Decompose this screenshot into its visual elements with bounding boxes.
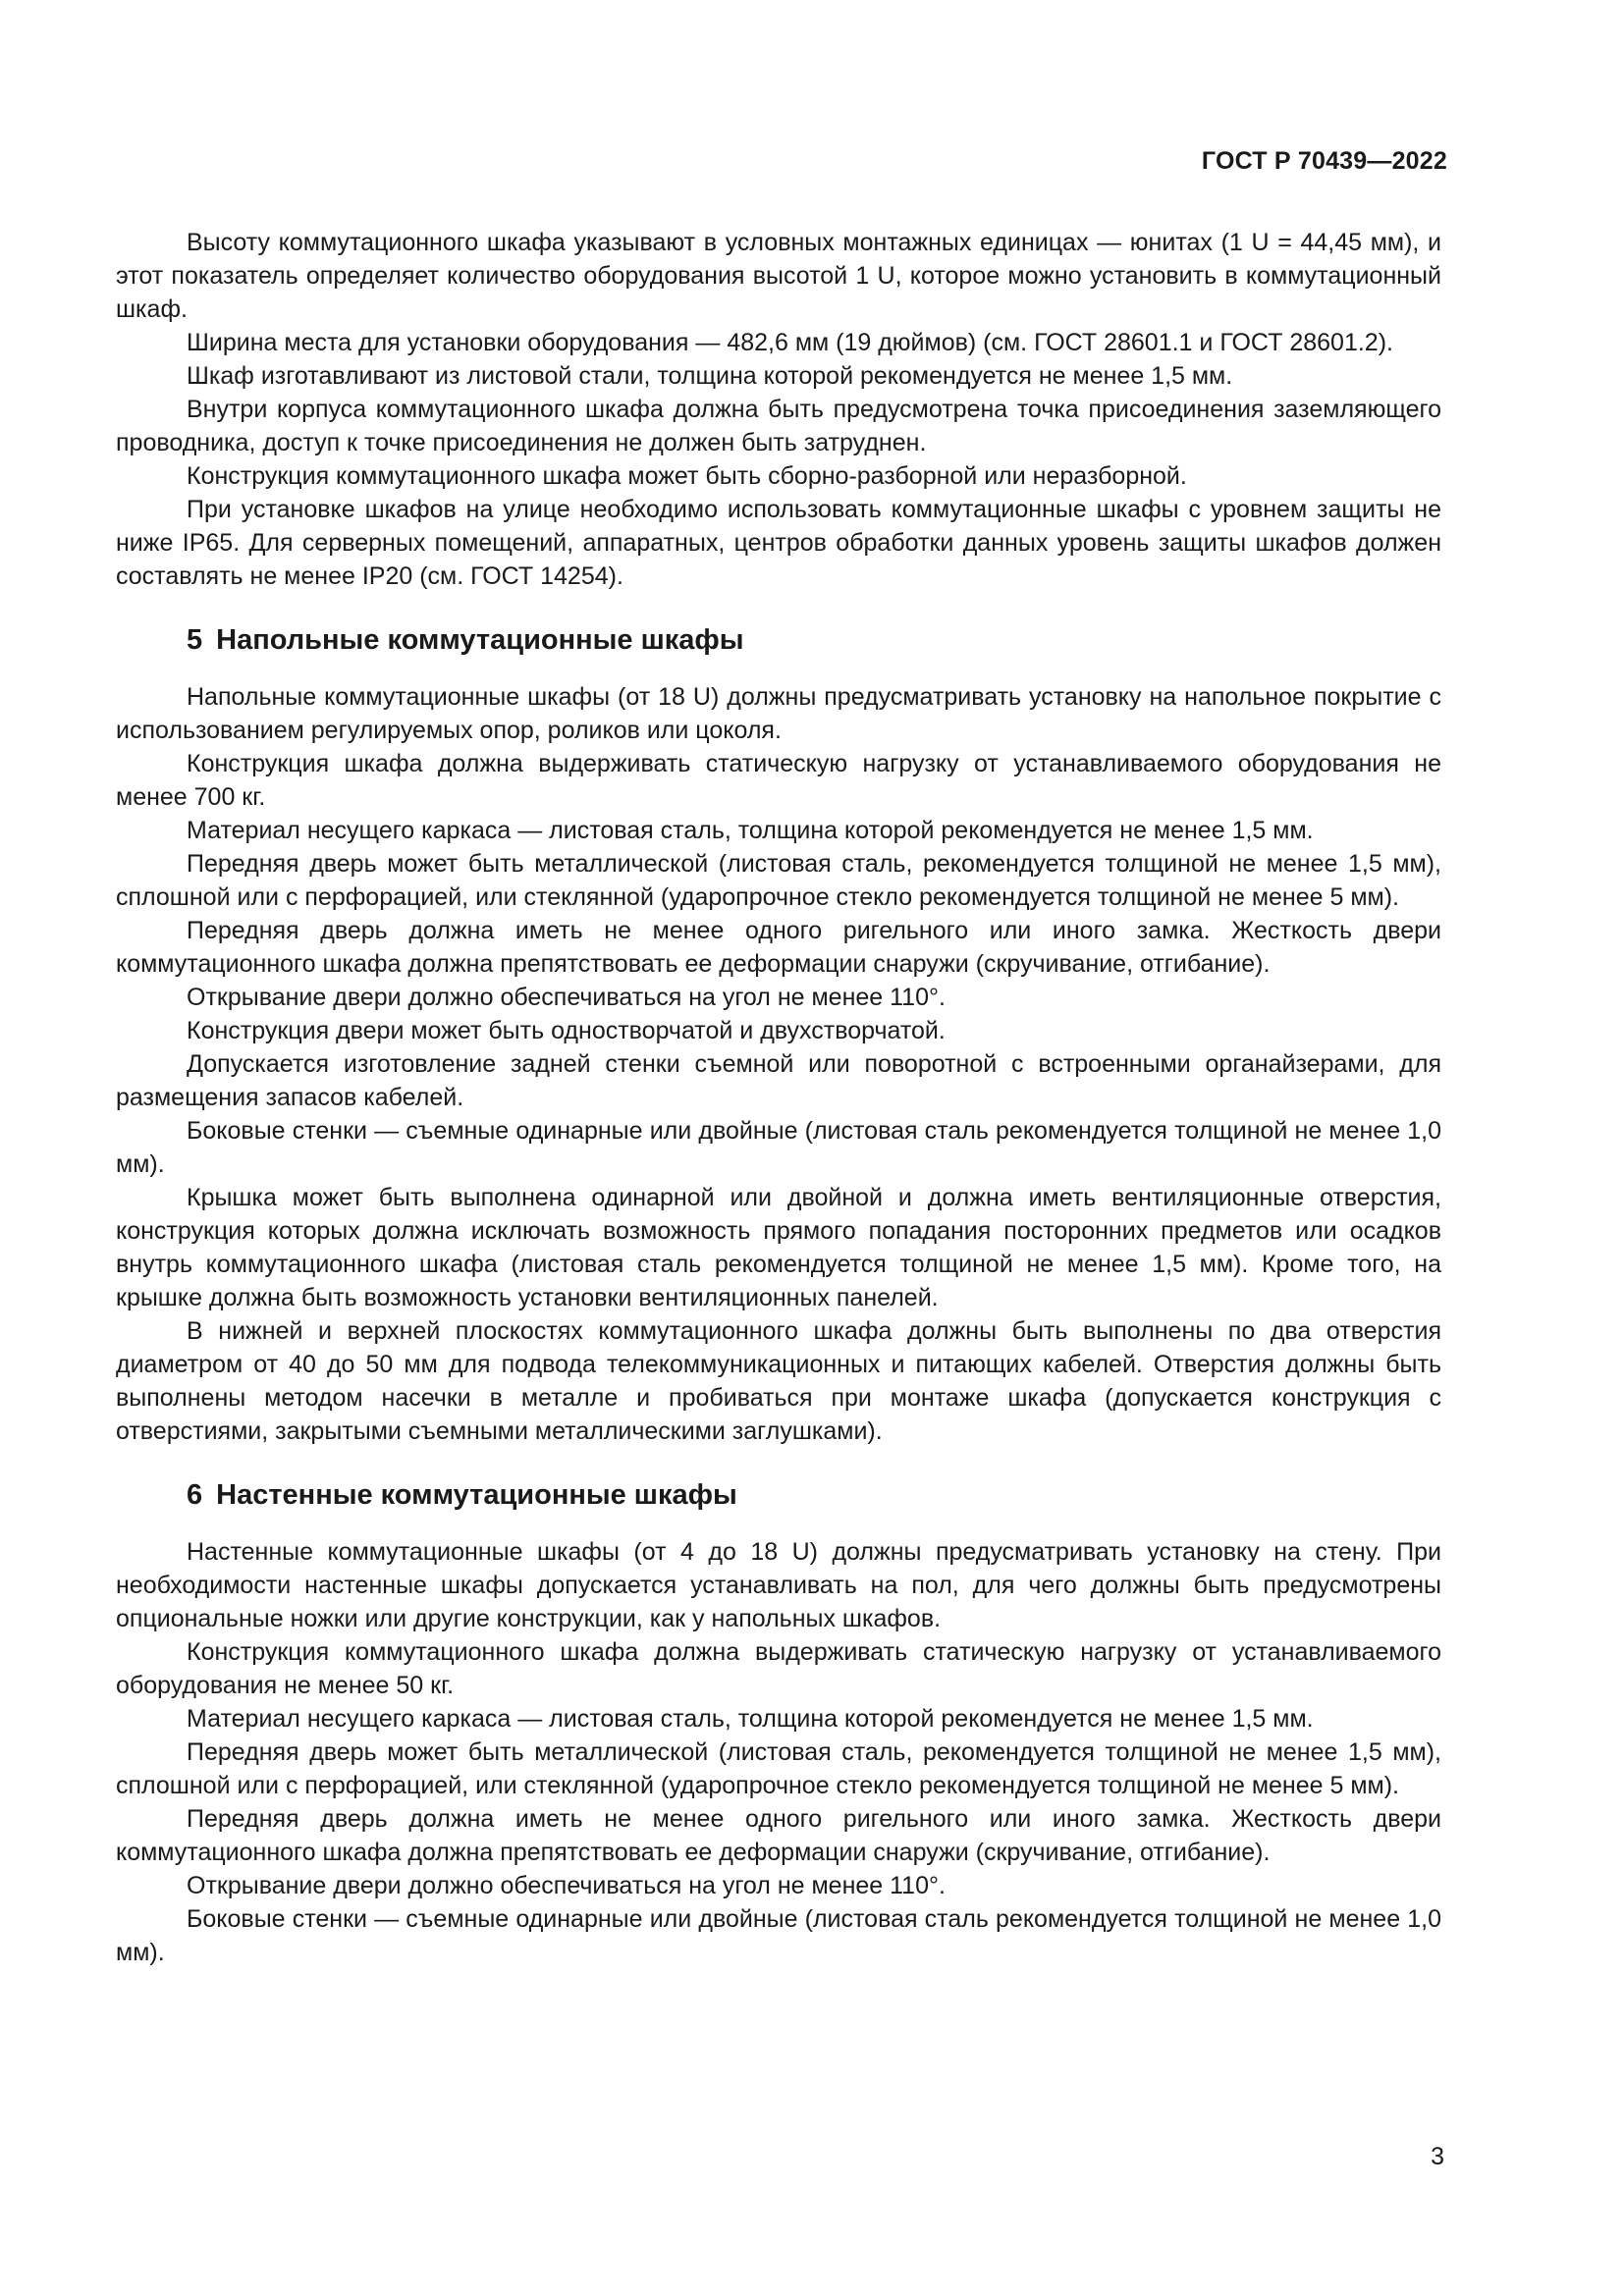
- section-5-paragraph: Передняя дверь может быть металлической (листовая сталь, рекомендуется толщиной не менее 1,5 мм), сплошной или с перфорацией, или стеклянной (ударопрочное стекло рекомендуется толщиной не менее 5 мм).: [116, 850, 1441, 911]
- section-6-paragraph: Материал несущего каркаса — листовая сталь, толщина которой рекомендуется не менее 1,5 мм.: [187, 1705, 1314, 1733]
- document-id-header: ГОСТ Р 70439—2022: [1201, 147, 1447, 175]
- section-6-number: 6: [187, 1479, 203, 1511]
- section-6-paragraph: Открывание двери должно обеспечиваться на угол не менее 110°.: [187, 1872, 946, 1899]
- section-6-title: Настенные коммутационные шкафы: [216, 1479, 737, 1511]
- section-5-body: [116, 680, 1441, 1448]
- intro-paragraph: Ширина места для установки оборудования — 482,6 мм (19 дюймов) (см. ГОСТ 28601.1 и ГОСТ 28601.2).: [187, 329, 1393, 356]
- section-5-paragraph: Конструкция двери может быть одностворчатой и двухстворчатой.: [187, 1017, 946, 1044]
- section-6-body: [116, 1535, 1441, 1969]
- intro-paragraph: Шкаф изготавливают из листовой стали, толщина которой рекомендуется не менее 1,5 мм.: [187, 362, 1233, 390]
- page-content: [116, 226, 1441, 1969]
- section-6-heading: [116, 1479, 1441, 1512]
- section-5-paragraph: В нижней и верхней плоскостях коммутационного шкафа должны быть выполнены по два отверстия диаметром от 40 до 50 мм для подвода телекоммуникационных и питающих кабелей. Отверстия должны быть выполнены методом насечки в металле и пробиваться при монтаже шкафа (допускается конструкция с отверстиями, закрытыми съемными металлическими заглушками).: [116, 1317, 1441, 1445]
- section-6-paragraph: Передняя дверь может быть металлической (листовая сталь, рекомендуется толщиной не менее 1,5 мм), сплошной или с перфорацией, или стеклянной (ударопрочное стекло рекомендуется толщиной не менее 5 мм).: [116, 1738, 1441, 1799]
- section-5-paragraph: Боковые стенки — съемные одинарные или двойные (листовая сталь рекомендуется толщиной не менее 1,0 мм).: [116, 1117, 1441, 1178]
- page-number: 3: [1431, 2143, 1444, 2170]
- section-5-paragraph: Передняя дверь должна иметь не менее одного ригельного или иного замка. Жесткость двери коммутационного шкафа должна препятствовать ее деформации снаружи (скручивание, отгибание).: [116, 917, 1441, 978]
- section-5-paragraph: Напольные коммутационные шкафы (от 18 U) должны предусматривать установку на напольное покрытие с использованием регулируемых опор, роликов или цоколя.: [116, 683, 1441, 744]
- section-6-paragraph: Настенные коммутационные шкафы (от 4 до 18 U) должны предусматривать установку на стену. При необходимости настенные шкафы допускается устанавливать на пол, для чего должны быть предусмотрены опциональные ножки или другие конструкции, как у напольных шкафов.: [116, 1538, 1441, 1632]
- section-5-number: 5: [187, 624, 203, 656]
- section-5-paragraph: Открывание двери должно обеспечиваться на угол не менее 110°.: [187, 984, 946, 1011]
- intro-paragraph: Высоту коммутационного шкафа указывают в условных монтажных единицах — юнитах (1 U = 44,45 мм), и этот показатель определяет количество оборудования высотой 1 U, которое можно установить в коммутационный шкаф.: [116, 229, 1441, 323]
- intro-paragraph: При установке шкафов на улице необходимо использовать коммутационные шкафы с уровнем защиты не ниже IP65. Для серверных помещений, аппаратных, центров обработки данных уровень защиты шкафов должен составлять не менее IP20 (см. ГОСТ 14254).: [116, 496, 1441, 590]
- section-5-title: Напольные коммутационные шкафы: [216, 624, 744, 656]
- section-5-paragraph: Материал несущего каркаса — листовая сталь, толщина которой рекомендуется не менее 1,5 мм.: [187, 817, 1314, 844]
- section-6-paragraph: Конструкция коммутационного шкафа должна выдерживать статическую нагрузку от устанавливаемого оборудования не менее 50 кг.: [116, 1638, 1441, 1699]
- section-5-paragraph: Конструкция шкафа должна выдерживать статическую нагрузку от устанавливаемого оборудования не менее 700 кг.: [116, 750, 1441, 811]
- intro-block: [116, 226, 1441, 593]
- section-6-paragraph: Передняя дверь должна иметь не менее одного ригельного или иного замка. Жесткость двери коммутационного шкафа должна препятствовать ее деформации снаружи (скручивание, отгибание).: [116, 1805, 1441, 1866]
- intro-paragraph: Конструкция коммутационного шкафа может быть сборно-разборной или неразборной.: [187, 462, 1187, 490]
- section-5-paragraph: Крышка может быть выполнена одинарной или двойной и должна иметь вентиляционные отверстия, конструкция которых должна исключать возможность прямого попадания посторонних предметов или осадков внутрь коммутационного шкафа (листовая сталь рекомендуется толщиной не менее 1,5 мм). Кроме того, на крышке должна быть возможность установки вентиляционных панелей.: [116, 1184, 1441, 1311]
- section-5-paragraph: Допускается изготовление задней стенки съемной или поворотной с встроенными органайзерами, для размещения запасов кабелей.: [116, 1050, 1441, 1111]
- intro-paragraph: Внутри корпуса коммутационного шкафа должна быть предусмотрена точка присоединения заземляющего проводника, доступ к точке присоединения не должен быть затруднен.: [116, 396, 1441, 456]
- section-6-paragraph: Боковые стенки — съемные одинарные или двойные (листовая сталь рекомендуется толщиной не менее 1,0 мм).: [116, 1905, 1441, 1966]
- section-5-heading: [116, 624, 1441, 657]
